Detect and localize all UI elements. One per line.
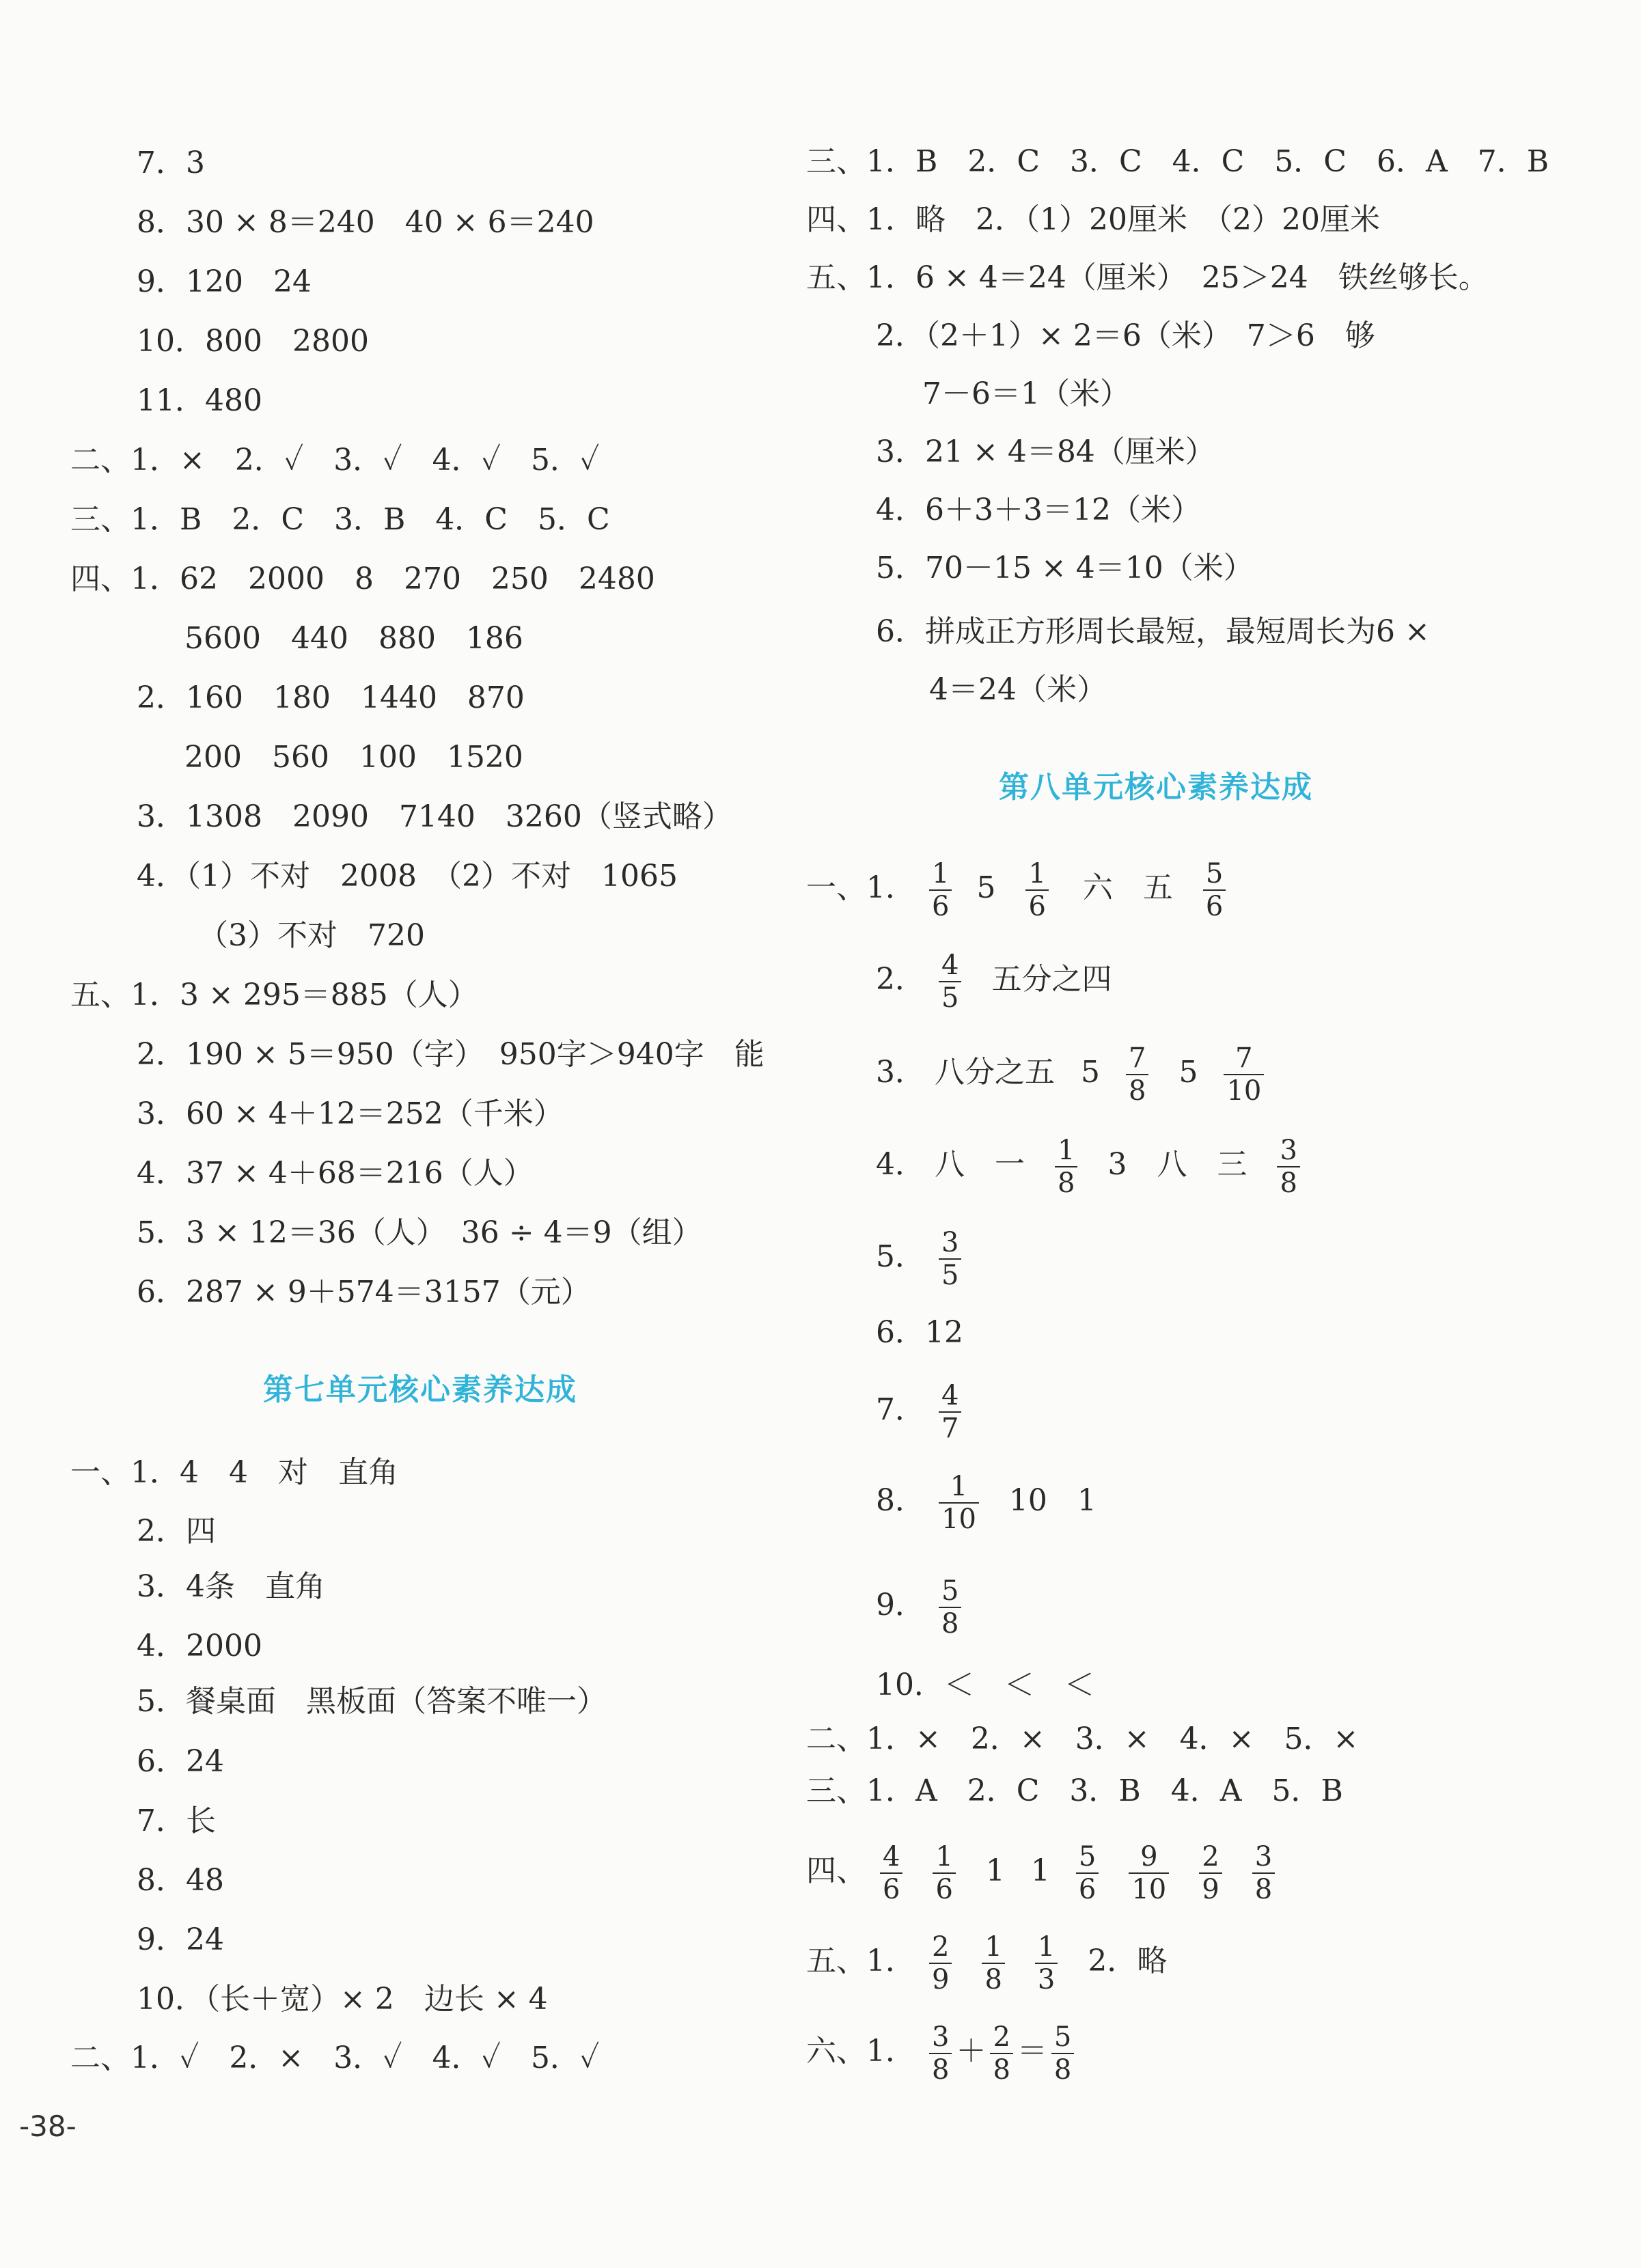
answer-line: 200 560 100 1520 <box>184 740 523 775</box>
answer-line: 11．480 <box>137 383 262 418</box>
answer-line <box>806 2014 1078 2089</box>
answer-line: 5．70－15 × 4＝10（米） <box>876 551 1254 585</box>
section-title: 第七单元核心素养达成 <box>263 1372 577 1407</box>
answer-line: 10．＜ ＜ ＜ <box>876 1668 1094 1702</box>
equals-sign: ＝ <box>1017 2034 1047 2069</box>
denominator: 8 <box>1254 1873 1273 1905</box>
fraction <box>1076 1840 1099 1905</box>
answer-line <box>876 1127 1304 1202</box>
answer-line: 3．1308 2090 7140 3260（竖式略） <box>137 799 732 834</box>
answer-text: 3 <box>1107 1147 1127 1182</box>
answer-line: 二、1．× 2．✓ 3．✓ 4．✓ 5．✓ <box>70 443 600 478</box>
fraction <box>939 949 961 1014</box>
answer-line: 2．160 180 1440 870 <box>137 680 525 715</box>
numerator: 1 <box>929 860 952 891</box>
item-prefix: 一、1． <box>806 870 915 905</box>
fraction <box>939 1575 961 1640</box>
answer-line <box>806 1924 1167 1999</box>
answer-line <box>876 1463 1097 1538</box>
answer-line <box>876 942 1112 1017</box>
answer-line: 三、1．A 2．C 3．B 4．A 5．B <box>806 1773 1343 1808</box>
answer-line: 2．190 × 5＝950（字） 950字＞940字 能 <box>137 1037 764 1072</box>
numerator: 2 <box>990 2023 1012 2054</box>
denominator: 8 <box>932 2053 950 2086</box>
answer-line <box>876 1372 965 1448</box>
numerator: 7 <box>1126 1045 1148 1075</box>
answer-line: （3）不对 720 <box>198 918 425 953</box>
numerator: 4 <box>939 952 961 982</box>
numerator: 3 <box>929 2023 952 2054</box>
answer-line: 4．37 × 4＋68＝216（人） <box>137 1156 534 1191</box>
numerator: 4 <box>880 1843 902 1874</box>
answer-line: 6．12 <box>876 1315 963 1350</box>
fraction <box>880 1840 902 1905</box>
numerator: 3 <box>939 1229 961 1260</box>
fraction <box>929 1933 952 1993</box>
answer-text: 一 <box>995 1147 1025 1182</box>
answer-line: 3．21 × 4＝84（厘米） <box>876 434 1215 469</box>
answer-line: 7．长 <box>137 1803 216 1838</box>
item-prefix: 4． <box>876 1147 925 1182</box>
fraction <box>933 1840 955 1905</box>
numerator: 5 <box>1203 860 1226 891</box>
answer-line: 3．60 × 4＋12＝252（千米） <box>137 1096 564 1131</box>
denominator: 6 <box>1205 890 1224 922</box>
fraction <box>1252 1840 1275 1905</box>
page-number: -38- <box>19 2110 77 2143</box>
answer-line: 四、1．略 2．（1）20厘米 （2）20厘米 <box>806 202 1380 237</box>
answer-text: 5 <box>1081 1055 1100 1090</box>
answer-text: 三 <box>1217 1147 1247 1182</box>
denominator: 8 <box>993 2053 1010 2086</box>
numerator: 2 <box>929 1933 952 1964</box>
numerator: 1 <box>939 1473 979 1504</box>
denominator: 10 <box>1131 1873 1167 1905</box>
denominator: 6 <box>1078 1873 1097 1905</box>
answer-line: 五、1．6 × 4＝24（厘米） 25＞24 铁丝够长。 <box>806 260 1489 295</box>
answer-line: 一、1．4 4 对 直角 <box>70 1455 398 1490</box>
answer-line: 四、1．62 2000 8 270 250 2480 <box>70 562 655 596</box>
denominator: 7 <box>941 1412 959 1444</box>
denominator: 6 <box>1028 890 1046 922</box>
denominator: 5 <box>941 982 959 1014</box>
denominator: 8 <box>1129 1075 1146 1107</box>
fraction <box>990 2023 1012 2084</box>
denominator: 8 <box>941 1607 959 1640</box>
answer-text: 八分之五 <box>935 1055 1055 1090</box>
answer-line: 三、1．B 2．C 3．B 4．C 5．C <box>70 502 610 537</box>
answer-line: 7－6＝1（米） <box>922 376 1130 411</box>
numerator: 1 <box>1035 1933 1058 1964</box>
numerator: 3 <box>1277 1137 1299 1167</box>
answer-line: 6．287 × 9＋574＝3157（元） <box>137 1275 591 1310</box>
fraction <box>1051 2023 1074 2084</box>
answer-line: 二、1．× 2．× 3．× 4．× 5．× <box>806 1721 1359 1756</box>
answer-line: 4．6＋3＋3＝12（米） <box>876 493 1201 527</box>
numerator: 5 <box>1051 2023 1074 2054</box>
answer-line: 5．餐桌面 黑板面（答案不唯一） <box>137 1684 607 1719</box>
answer-line: 6．24 <box>137 1744 224 1779</box>
denominator: 6 <box>932 890 950 922</box>
numerator: 5 <box>939 1577 961 1608</box>
fraction <box>939 1226 961 1291</box>
answer-text: 六 <box>1082 870 1113 905</box>
item-prefix: 5． <box>876 1239 925 1274</box>
answer-line: 5600 440 880 186 <box>184 621 523 656</box>
denominator: 6 <box>935 1873 953 1905</box>
answer-text: 五分之四 <box>991 962 1112 997</box>
answer-line: 2．四 <box>137 1514 216 1549</box>
numerator: 5 <box>1076 1843 1099 1874</box>
item-prefix: 四、 <box>806 1853 866 1888</box>
numerator: 9 <box>1129 1843 1169 1874</box>
answer-line: 10．（长＋宽）× 2 边长 × 4 <box>137 1982 548 2017</box>
answer-line <box>876 1568 965 1643</box>
numerator: 3 <box>1252 1843 1275 1874</box>
numerator: 4 <box>939 1382 961 1413</box>
fraction <box>1126 1042 1148 1107</box>
item-prefix: 五、1． <box>806 1944 915 1978</box>
numerator: 1 <box>982 1933 1004 1964</box>
item-prefix: 2． <box>876 962 925 997</box>
fraction <box>929 857 952 922</box>
denominator: 9 <box>1202 1873 1219 1905</box>
answer-line: 8．30 × 8＝240 40 × 6＝240 <box>137 205 594 240</box>
answer-text: 1 <box>1077 1483 1097 1518</box>
answer-line: 8．48 <box>137 1863 224 1898</box>
fraction <box>1025 857 1048 922</box>
fraction <box>1035 1933 1058 1993</box>
answer-line: 4＝24（米） <box>929 672 1107 707</box>
denominator: 8 <box>1280 1167 1297 1199</box>
answer-line: 3．4条 直角 <box>137 1569 325 1604</box>
denominator: 10 <box>1226 1075 1262 1107</box>
fraction <box>1203 857 1226 922</box>
answer-line: 三、1．B 2．C 3．C 4．C 5．C 6．A 7．B <box>806 144 1549 179</box>
item-prefix: 六、1． <box>806 2034 915 2069</box>
answer-text: 10 <box>1008 1483 1047 1518</box>
answer-text: 1 <box>1030 1853 1050 1888</box>
item-prefix: 9． <box>876 1588 925 1622</box>
answer-line <box>806 850 1230 926</box>
answer-line: 二、1．✓ 2．× 3．✓ 4．✓ 5．✓ <box>70 2041 600 2075</box>
answer-line: 2．（2＋1）× 2＝6（米） 7＞6 够 <box>876 318 1375 353</box>
answer-text: 八 <box>1157 1147 1187 1182</box>
answer-line: 9．24 <box>137 1922 224 1957</box>
fraction <box>1224 1042 1264 1107</box>
numerator: 1 <box>933 1843 955 1874</box>
numerator: 1 <box>1055 1137 1077 1167</box>
answer-text: 五 <box>1142 870 1173 905</box>
item-prefix: 8． <box>876 1483 925 1518</box>
fraction <box>1199 1840 1222 1905</box>
fraction <box>939 1379 961 1444</box>
denominator: 8 <box>984 1963 1002 1995</box>
answer-line <box>876 1219 965 1295</box>
section-title: 第八单元核心素养达成 <box>999 770 1313 805</box>
denominator: 5 <box>941 1259 959 1291</box>
answer-line: 5．3 × 12＝36（人） 36 ÷ 4＝9（组） <box>137 1215 702 1250</box>
fraction <box>1055 1134 1077 1199</box>
fraction <box>982 1933 1004 1993</box>
denominator: 6 <box>883 1873 900 1905</box>
answer-text: 八 <box>935 1147 965 1182</box>
plus-sign: ＋ <box>956 2034 987 2069</box>
answer-line <box>806 1834 1279 1909</box>
answer-line: 7．3 <box>137 146 205 180</box>
answer-line: 6．拼成正方形周长最短，最短周长为6 × <box>876 614 1430 649</box>
answer-line: 10．800 2800 <box>137 324 369 359</box>
answer-text: 5 <box>976 870 996 905</box>
numerator: 1 <box>1025 860 1048 891</box>
answer-text: 1 <box>985 1853 1005 1888</box>
denominator: 8 <box>1053 2053 1072 2086</box>
answer-line: 4．（1）不对 2008 （2）不对 1065 <box>137 859 678 894</box>
denominator: 8 <box>1058 1167 1075 1199</box>
answer-line <box>876 1035 1268 1110</box>
denominator: 9 <box>932 1963 950 1995</box>
answer-line: 9．120 24 <box>137 264 312 299</box>
answer-text: 5 <box>1178 1055 1198 1090</box>
answer-line: 五、1．3 × 295＝885（人） <box>70 978 478 1012</box>
numerator: 2 <box>1199 1843 1222 1874</box>
numerator: 7 <box>1224 1045 1264 1075</box>
item-prefix: 7． <box>876 1392 925 1427</box>
fraction <box>1129 1840 1169 1905</box>
denominator: 3 <box>1037 1963 1056 1995</box>
item-prefix: 3． <box>876 1055 925 1090</box>
fraction <box>939 1470 979 1535</box>
fraction <box>929 2023 952 2084</box>
denominator: 10 <box>941 1503 976 1535</box>
fraction <box>1277 1134 1299 1199</box>
answer-text: 2．略 <box>1088 1944 1168 1978</box>
answer-line: 4．2000 <box>137 1629 262 1663</box>
